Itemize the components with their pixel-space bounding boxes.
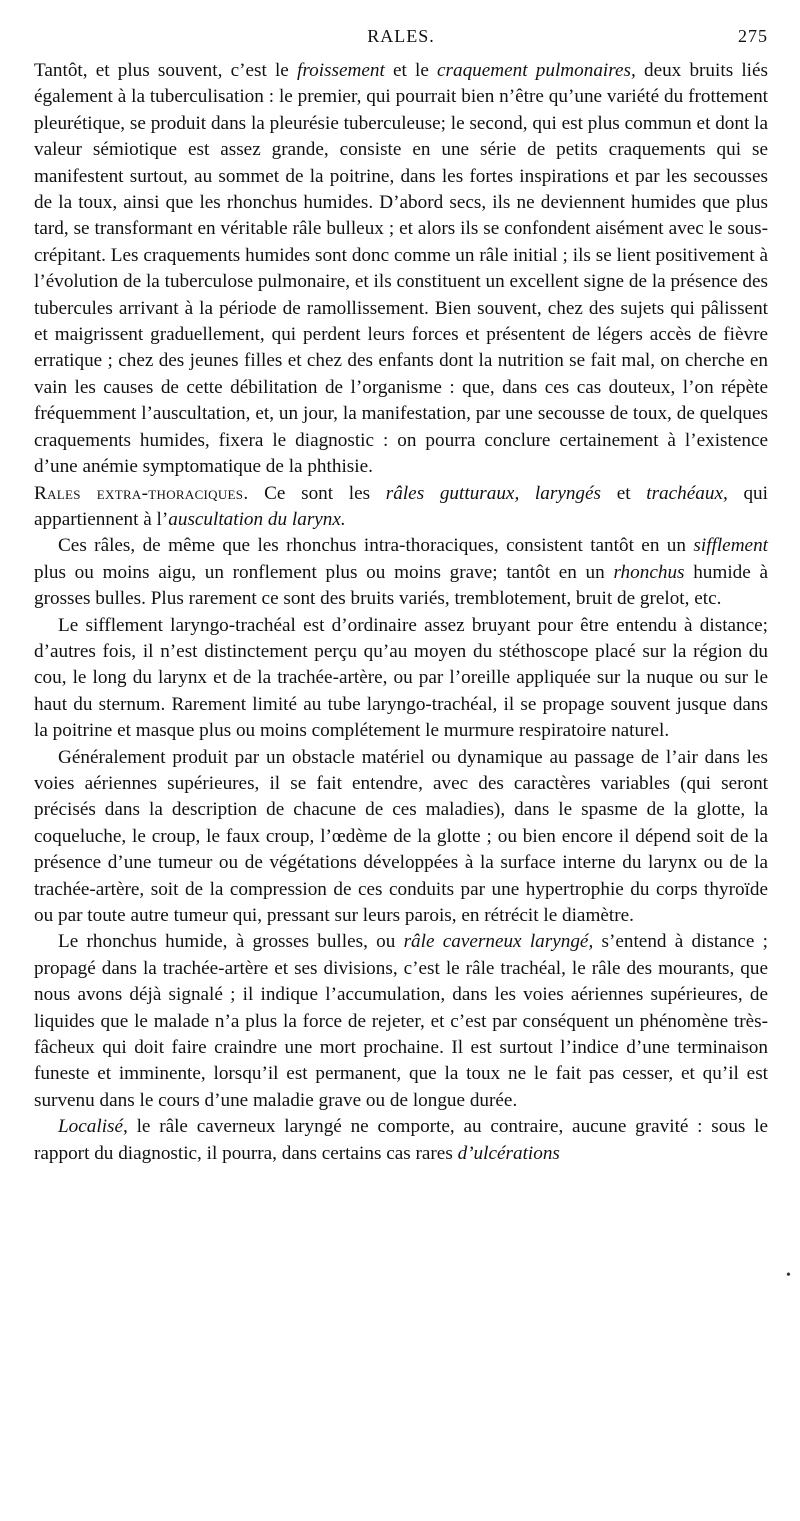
text-run: et xyxy=(601,482,647,504)
text-run: Ces râles, de même que les rhonchus intra-thoraciques, consistent tantôt en un xyxy=(58,535,694,557)
italic-text: Localisé, xyxy=(58,1116,128,1138)
text-run: s’entend à distance ; propagé dans la trachée-artère et ses divisions, c’est le râle trachéal, le râle des mourants, que nous avons déjà signalé ; il indique l’accumulation, dans les voies aériennes supérieures, de liquides que le malade n’a plus la force de rejeter, et c’est par conséquent un phénomène très-fâcheux qui doit faire craindre une mort prochaine. Il est surtout l’indice d’une terminaison funeste et imminente, lorsqu’il est permanent, que la toux ne le fait pas cesser, et qu’il est survenu dans le cours d’une maladie grave ou de longue durée. xyxy=(34,931,768,1111)
text-run: Généralement produit par un obstacle matériel ou dynamique au passage de l’air dans les voies aériennes supérieures, il se fait entendre, avec des caractères variables (qui seront précisés dans la description de chacune de ces maladies), dans le spasme de la glotte, la coqueluche, le croup, le faux croup, l’œdème de la glotte ; ou bien encore il dépend soit de la présence d’une tumeur ou de végétations développées à la surface interne du larynx ou de la trachée-artère, soit de la compression de ces conduits par une hypertrophie du corps thyroïde ou par toute autre tumeur qui, pressant sur leurs parois, en rétrécit le diamètre. xyxy=(34,746,768,926)
italic-text: rhonchus xyxy=(613,561,685,583)
running-header xyxy=(34,26,768,52)
paragraph xyxy=(34,1114,768,1167)
italic-text: sifflement xyxy=(693,535,768,557)
italic-text: craquement pulmonaires, xyxy=(437,60,636,81)
paragraph xyxy=(34,58,768,481)
book-page xyxy=(34,26,768,1167)
section-heading: Rales extra-thoraciques. xyxy=(34,482,249,504)
paragraph xyxy=(34,481,768,534)
italic-text: trachéaux, xyxy=(646,482,728,504)
paragraph xyxy=(34,613,768,745)
body-text xyxy=(34,58,768,1167)
paragraph xyxy=(34,929,768,1114)
text-run: Tantôt, et plus souvent, c’est le xyxy=(34,60,298,81)
text-run: le râle caverneux laryngé ne comporte, au contraire, aucune gravité : sous le rapport du diagnostic, il pourra, dans certains cas rares xyxy=(34,1116,768,1164)
text-run: qui appartiennent à l’ xyxy=(34,482,768,530)
italic-text: auscultation du larynx. xyxy=(168,508,346,530)
text-run: Ce sont les xyxy=(248,482,386,504)
italic-text: d’ulcérations xyxy=(457,1142,560,1164)
italic-text: froissement xyxy=(297,60,385,81)
text-run: plus ou moins aigu, un ronflement plus ou moins grave; tantôt en un xyxy=(34,561,614,583)
page-number: 275 xyxy=(738,26,768,46)
paragraph xyxy=(34,745,768,930)
margin-mark: • xyxy=(786,1268,791,1283)
paragraph xyxy=(34,533,768,612)
text-run: deux bruits liés également à la tuberculisation : le premier, qui pourrait bien n’être qu’une variété du frottement pleurétique, se produit dans la pleurésie tuberculeuse; le second, qui est plus commun et dont la valeur sémiotique est assez grande, consiste en une série de petits craquements qui se manifestent surtout, au sommet de la poitrine, dans les fortes inspirations et par les secousses de la toux, ainsi que les rhonchus humides. D’abord secs, ils ne deviennent humides que plus tard, se transformant en véritable râle bulleux ; et alors ils se confondent aisément avec le sous-crépitant. Les craquements humides sont donc comme un râle initial ; ils se lient positivement à l’évolution de la tuberculose pulmonaire, et ils constituent un excellent signe de la présence des tubercules arrivant à la période de ramollissement. Bien souvent, chez des sujets qui pâlissent et maigrissent graduellement, qui perdent leurs forces et présentent de légers accès de fièvre erratique ; chez des jeunes filles et chez des enfants dont la nutrition se fait mal, on cherche en vain les causes de cette débilitation de l’organisme : que, dans ces cas douteux, l’on répète fréquemment l’auscultation, et, un jour, la manifestation, par une secousse de toux, de quelques craquements humides, fixera le diagnostic : on pourra conclure certainement à l’existence d’une anémie symptomatique de la phthisie. xyxy=(34,60,768,478)
italic-text: râles gutturaux, laryngés xyxy=(385,482,602,504)
text-run: et le xyxy=(384,60,438,81)
chapter-title: RALES. xyxy=(367,26,435,46)
italic-text: râle caverneux laryngé, xyxy=(403,931,594,953)
text-run: Le sifflement laryngo-trachéal est d’ordinaire assez bruyant pour être entendu à distance; d’autres fois, il n’est distinctement perçu qu’au moyen du stéthoscope placé sur la région du cou, le long du larynx et de la trachée-artère, ou par l’oreille appliquée sur la nuque ou sur le haut du sternum. Rarement limité au tube laryngo-trachéal, il se propage souvent jusque dans la poitrine et masque plus ou moins complétement le murmure respiratoire naturel. xyxy=(34,614,768,742)
text-run: humide à grosses bulles. Plus rarement ce sont des bruits variés, tremblotement, bruit de grelot, etc. xyxy=(34,561,768,610)
text-run: Le rhonchus humide, à grosses bulles, ou xyxy=(58,931,404,953)
